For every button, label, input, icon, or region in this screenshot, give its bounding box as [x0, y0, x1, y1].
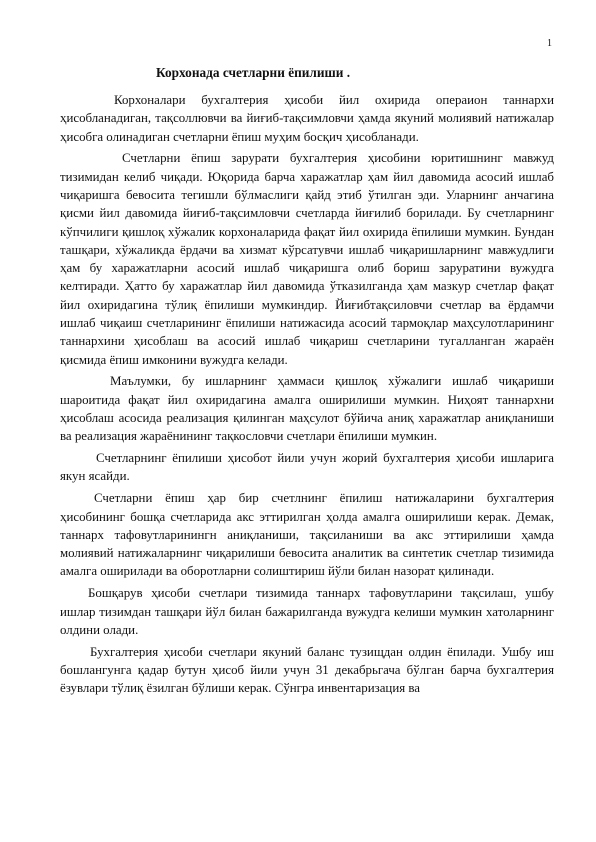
page-number: 1	[547, 38, 552, 49]
paragraph-7: Бухгалтерия ҳисоби счетлари якуний баланс тузищдан олдин ёпилади. Ушбу иш бошлангунга қадар бутун ҳисоб йили учун 31 декабрьгача бўлган барча бухгалтерия ёзувлари тўлиқ ёзилган бўлиши керак. Сўнгра инвентаризация ва	[60, 644, 554, 696]
paragraph-5: Счетларни ёпиш ҳар бир счетлнинг ёпилиш натижаларини бухгалтерия ҳисобининг бошқа счетларида акс эттирилган ҳолда амалга оширилиши керак. Демак, таннарх тафовутларинингн аниқланиши, тақсиланиши ва акс эттирилиши ҳамда молиявий натижаларнинг чиқарилиши бевосита аналитик ва синтетик счетлар тизимида амалга оширилади ва оборотларни солиштириш йўли билан назорат қилинади.	[60, 491, 554, 579]
paragraph-3: Маълумки, бу ишларнинг ҳаммаси қишлоқ хўжалиги ишлаб чиқариши шароитида фақат йил охиридагина амалга оширилиши мумкин. Ниҳоят таннархни ҳисоблаш асосида реализация қилинган маҳсулот бўйича аниқ харажатлар аниқланиши ва реализация жараёнининг тақкословчи счетлари ёпилиши мумкин.	[60, 374, 554, 444]
document-title: Корхонада счетларни ёпилиши .	[156, 65, 351, 80]
paragraph-2: Счетларни ёпиш зарурати бухгалтерия ҳисобини юритишнинг мавжуд тизимидан келиб чиқади. Юқорида барча харажатлар ҳам йил давомида асосий ишлаб чиқаришга бевосита тегишли бўлмаслиги қайд этиб ўтилган эди. Уларнинг анчагина қисми йил давомида йиғиб-тақсимловчи счетларда йиғилиб борилади. Бу счетларнинг кўпчилиги қишлоқ хўжалик корхоналарида фақат йил охирида ёпилиши мумкин. Бундан ташқари, хўжаликда ёрдачи ва хизмат кўрсатувчи ишлаб чиқаришларнинг мавжудлиги ҳам бу харажатларни асосий ишлаб чиқаришга олиб бориш заруратини вужудга келтиради. Ҳатто бу харажатлар йил давомида ўтказилганда ҳам мазкур счетлар фақат йил охиридагина тўлиқ ёпилиши мумкиндир. Йиғибтақсиловчи счетлар ва ёрдамчи ишлаб чиқаиш счетларининг ёпилиши натижасида асосий тармоқлар маҳсулотларининг таннархини ҳисоблаш ва асосий ишлаб чиқариш счетларини тугалланган жараён қисмида ёпиш имконини вужудга келади.	[60, 151, 554, 367]
paragraph-4: Счетларнинг ёпилиши ҳисобот йили учун жорий бухгалтерия ҳисоби ишларига якун ясайди.	[60, 451, 554, 484]
document-body	[60, 91, 554, 698]
paragraph-1: Корхоналари бухгалтерия ҳисоби йил охирида операион таннархи ҳисобланадиган, тақсоллювчи ва йиғиб-тақсимловчи ҳамда якуний молиявий натижалар ҳисобга олинадиган счетларни ёпиш муҳим босқич ҳисобланади.	[60, 93, 554, 144]
paragraph-6: Бошқарув ҳисоби счетлари тизимида таннарх тафовутларини тақсилаш, ушбу ишлар тизимдан ташқари йўл билан бажарилганда вужудга келиши мумкин хатоларнинг олдини олади.	[60, 586, 554, 637]
